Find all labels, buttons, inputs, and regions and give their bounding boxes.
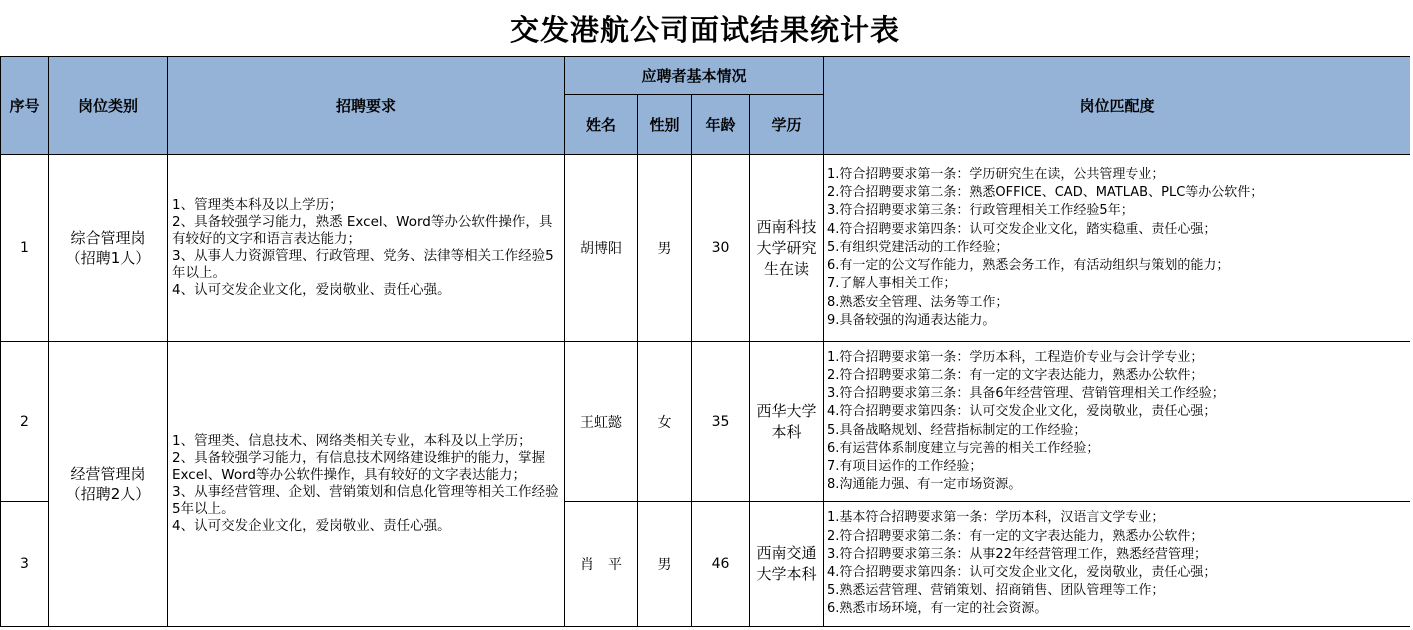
header-requirements[interactable]: 招聘要求 [168, 57, 565, 155]
requirement-item: 1、管理类本科及以上学历； [172, 197, 343, 213]
requirement-item: 4、认可交发企业文化，爱岗敬业、责任心强。 [172, 282, 451, 298]
cell-education[interactable]: 西南交通大学本科 [750, 502, 824, 627]
category-line-1: 经营管理岗 [70, 465, 146, 483]
requirement-item: 2、具备较强学习能力，有信息技术网络建设维护的能力，掌握 Excel、Word等办公软件操作，具有较好的文字表达能力； [172, 450, 546, 483]
cell-gender[interactable]: 男 [638, 155, 692, 342]
match-item: 1.符合招聘要求第一条：学历研究生在读，公共管理专业； [827, 167, 1165, 183]
cell-category[interactable] [49, 155, 168, 342]
match-item: 8.熟悉安全管理、法务等工作； [827, 294, 1009, 310]
cell-index[interactable]: 1 [1, 155, 49, 342]
match-item: 6.熟悉市场环境，有一定的社会资源。 [827, 601, 1048, 617]
requirement-item: 1、管理类、信息技术、网络类相关专业，本科及以上学历； [172, 433, 532, 449]
header-age[interactable]: 年龄 [692, 95, 750, 155]
match-item: 4.符合招聘要求第四条：认可交发企业文化，爱岗敬业，责任心强； [827, 565, 1217, 580]
cell-age[interactable]: 35 [692, 342, 750, 502]
match-item: 5.具备战略规划、经营指标制定的工作经验； [827, 422, 1087, 438]
cell-name[interactable]: 胡博阳 [565, 155, 638, 342]
match-item: 9.具备较强的沟通表达能力。 [827, 312, 996, 328]
cell-education[interactable]: 西华大学本科 [750, 342, 824, 502]
header-education[interactable]: 学历 [750, 95, 824, 155]
cell-match[interactable] [824, 502, 1411, 627]
match-item: 5.有组织党建活动的工作经验； [827, 239, 1009, 255]
interview-results-table [0, 56, 1411, 627]
match-item: 2.符合招聘要求第二条：有一定的文字表达能力，熟悉办公软件； [827, 367, 1204, 383]
header-applicant-group[interactable]: 应聘者基本情况 [565, 57, 824, 95]
cell-gender[interactable]: 女 [638, 342, 692, 502]
cell-gender[interactable]: 男 [638, 502, 692, 627]
cell-requirements[interactable] [168, 342, 565, 627]
cell-category[interactable] [49, 342, 168, 627]
match-item: 8.沟通能力强、有一定市场资源。 [827, 477, 1022, 493]
header-gender[interactable]: 性别 [638, 95, 692, 155]
match-item: 5.熟悉运营管理、营销策划、招商销售、团队管理等工作； [827, 583, 1165, 599]
header-category[interactable]: 岗位类别 [49, 57, 168, 155]
category-line-1: 综合管理岗 [70, 229, 146, 247]
cell-name[interactable]: 肖 平 [565, 502, 638, 627]
header-name[interactable]: 姓名 [565, 95, 638, 155]
requirement-item: 4、认可交发企业文化，爱岗敬业、责任心强。 [172, 518, 451, 534]
header-index[interactable]: 序号 [1, 57, 49, 155]
category-line-2: （招聘2人） [65, 485, 151, 503]
cell-name[interactable]: 王虹懿 [565, 342, 638, 502]
match-item: 7.了解人事相关工作； [827, 276, 957, 292]
cell-age[interactable]: 30 [692, 155, 750, 342]
match-item: 4.符合招聘要求第四条：认可交发企业文化，爱岗敬业，责任心强； [827, 404, 1217, 420]
match-item: 1.基本符合招聘要求第一条：学历本科，汉语言文学专业； [827, 510, 1165, 526]
header-row-1 [1, 57, 1411, 95]
table-row [1, 155, 1411, 342]
table-row [1, 342, 1411, 502]
cell-index[interactable]: 3 [1, 502, 49, 627]
requirement-item: 3、从事人力资源管理、行政管理、党务、法律等相关工作经验5年以上。 [172, 248, 554, 281]
page-title: 交发港航公司面试结果统计表 [509, 13, 900, 47]
match-item: 4.符合招聘要求第四条：认可交发企业文化，踏实稳重、责任心强； [827, 221, 1217, 237]
match-item: 3.符合招聘要求第三条：行政管理相关工作经验5年； [827, 203, 1134, 219]
match-item: 7.有项目运作的工作经验； [827, 458, 983, 474]
cell-match[interactable] [824, 342, 1411, 502]
match-item: 3.符合招聘要求第三条：具备6年经营管理、营销管理相关工作经验； [827, 386, 1225, 402]
cell-index[interactable]: 2 [1, 342, 49, 502]
category-line-2: （招聘1人） [65, 249, 151, 267]
match-item: 3.符合招聘要求第三条：从事22年经营管理工作，熟悉经营管理； [827, 546, 1207, 562]
header-match[interactable]: 岗位匹配度 [824, 57, 1411, 155]
requirement-item: 2、具备较强学习能力，熟悉 Excel、Word等办公软件操作，具有较好的文字和语言表达能力； [172, 214, 553, 247]
requirement-item: 3、从事经营管理、企划、营销策划和信息化管理等相关工作经验5年以上。 [172, 484, 559, 517]
match-item: 1.符合招聘要求第一条：学历本科，工程造价专业与会计学专业； [827, 349, 1204, 365]
cell-education[interactable]: 西南科技大学研究生在读 [750, 155, 824, 342]
match-item: 2.符合招聘要求第二条：有一定的文字表达能力，熟悉办公软件； [827, 528, 1204, 544]
cell-requirements[interactable] [168, 155, 565, 342]
cell-match[interactable] [824, 155, 1411, 342]
match-item: 6.有一定的公文写作能力，熟悉会务工作，有活动组织与策划的能力； [827, 258, 1230, 274]
match-item: 2.符合招聘要求第二条：熟悉OFFICE、CAD、MATLAB、PLC等办公软件； [827, 185, 1264, 201]
cell-age[interactable]: 46 [692, 502, 750, 627]
match-item: 6.有运营体系制度建立与完善的相关工作经验； [827, 440, 1100, 456]
